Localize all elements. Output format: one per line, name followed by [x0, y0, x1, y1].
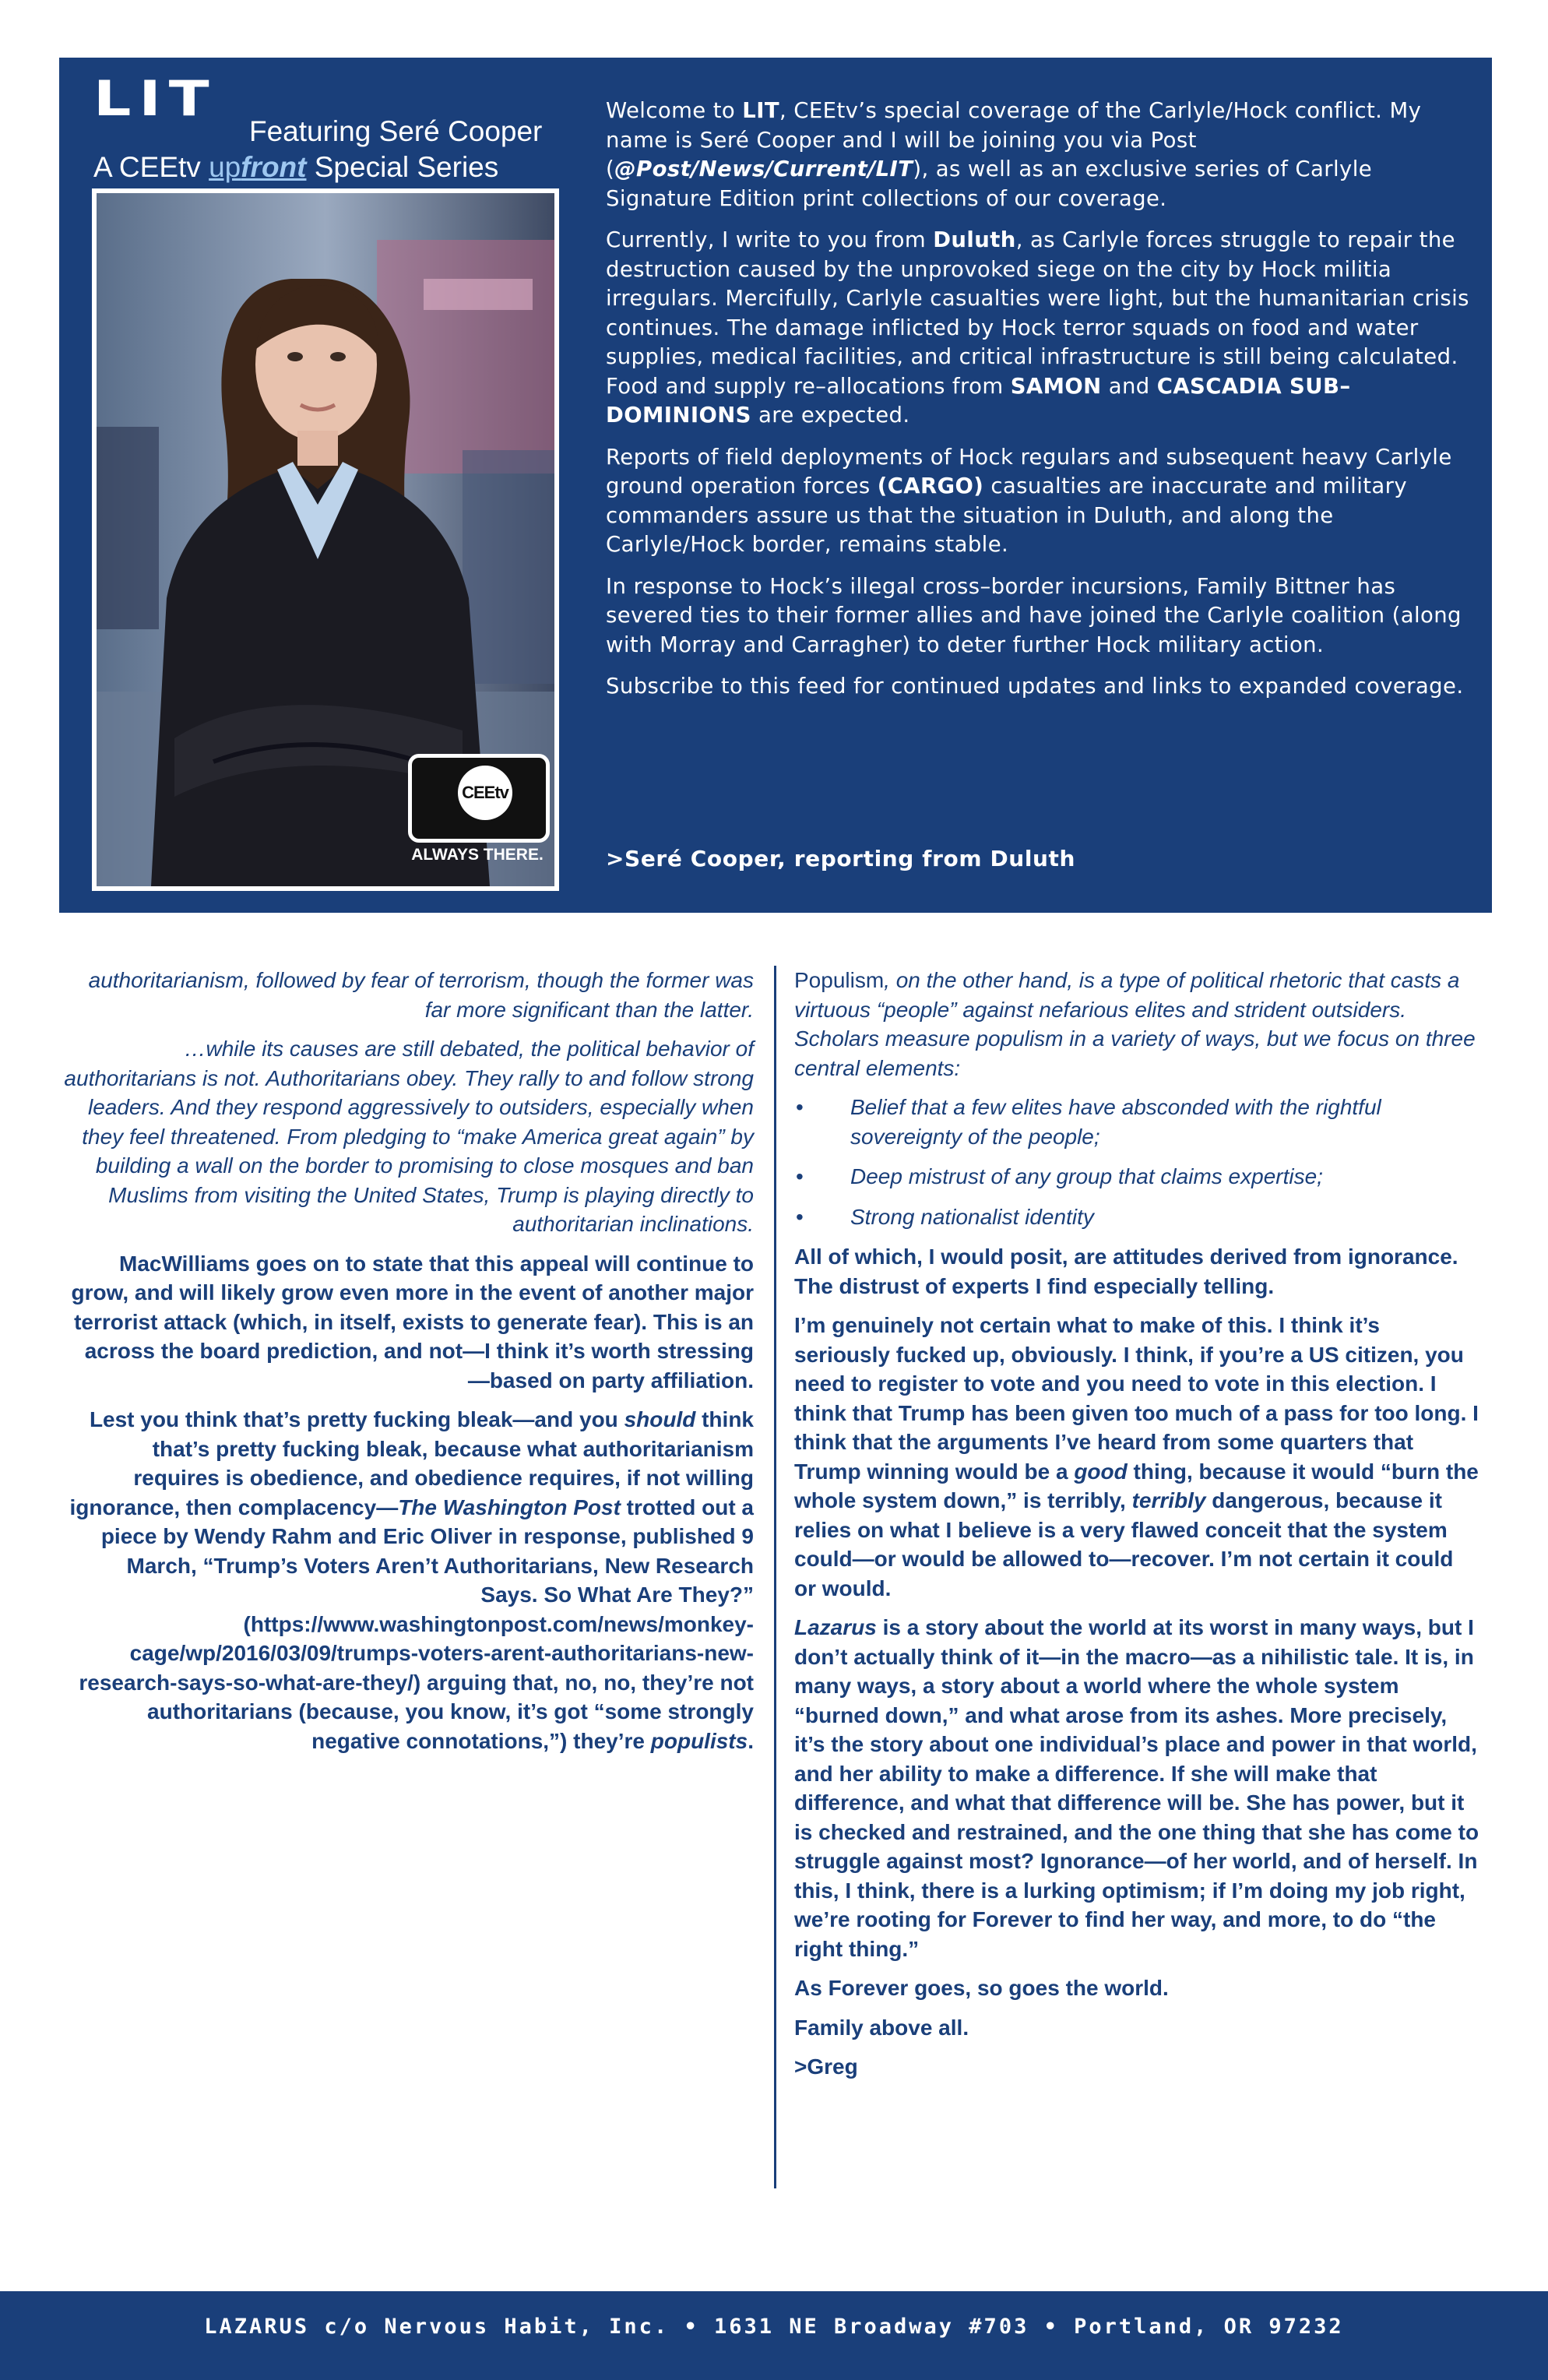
text-run: Populism	[794, 968, 885, 992]
text-run: , as Carlyle forces struggle to repair the destruction caused by the unprovoked siege on the city by Hock militia irregulars. Mercifully, Carlyle casualties were light, but the humanitarian crisis continues. The damage inflicted by Hock terror squads on food and water supplies, medical facilities, and critical infrastructure is still being calculated. Food and supply re–allocations from	[606, 227, 1469, 399]
featuring-line: Featuring Seré Cooper	[249, 115, 543, 147]
text-run-bold: CASCADIA SUB–DOMINIONS	[606, 373, 1351, 428]
intro-paragraph: In response to Hock’s illegal cross–border incursions, Family Bittner has severed ties to their former allies and have joined the Carlyle coalition (along with Morray and Carragher) to deter further Hock military action.	[606, 573, 1462, 657]
series-special: Special Series	[314, 151, 499, 183]
text-run: Lest you think that’s pretty fucking bleak—and you	[89, 1407, 624, 1431]
column-divider	[774, 966, 776, 2188]
text-run-italic: Lazarus	[794, 1615, 877, 1639]
series-up: up	[209, 151, 241, 183]
ceetv-logo-box	[408, 754, 550, 843]
text-run: , CEEtv’s special coverage of the Carlyle/Hock conflict. My name is Seré Cooper and I will be joining you via Post (	[606, 98, 1422, 181]
text-run: trotted out a piece by Wendy Rahm and Eric Oliver in response, published 9 March, “Trump’s Voters Aren’t Authoritarians, New Research Says. So What Are They?” (https://www.washingtonpost.com/news/monkey-cage/wp/2016/03/09/trumps-voters-arent-authoritarians-new-research-says-so-what-are-they/) arguing that, no, no, they’re not authoritarians (because, you know, it’s got “some strongly negative connotations,”) they’re	[79, 1495, 754, 1753]
ceetv-logo-text: CEEtv	[462, 783, 508, 802]
list-item: • Belief that a few elites have absconded with the rightful sovereignty of the people;	[794, 1093, 1479, 1151]
text-run: Reports of field deployments of Hock regulars and subsequent heavy Carlyle ground operation forces	[606, 444, 1452, 498]
reporter-signoff: >Seré Cooper, reporting from Duluth	[606, 846, 1076, 871]
intro-paragraph	[606, 97, 1470, 213]
footer-address: LAZARUS c/o Nervous Habit, Inc. • 1631 NE Broadway #703 • Portland, OR 97232	[204, 2315, 1344, 2339]
text-run: casualties are inaccurate and military commanders assure us that the situation in Duluth, and along the Carlyle/Hock border, remains stable.	[606, 474, 1408, 557]
quote-paragraph: authoritarianism, followed by fear of terrorism, though the former was far more significant than the latter.	[88, 968, 754, 1022]
text-run-bold: SAMON	[1010, 373, 1102, 399]
reporter-photo-frame	[92, 188, 559, 891]
text-run: Welcome to	[606, 98, 743, 123]
quote-paragraph	[794, 966, 1479, 1083]
body-paragraph: As Forever goes, so goes the world.	[794, 1976, 1169, 2000]
body-paragraph: MacWilliams goes on to state that this appeal will continue to grow, and will likely grow even more in the event of another major terrorist attack (which, in itself, exists to generate fear). This is an across the board prediction, and not—I think it’s worth stressing—based on party affiliation.	[71, 1251, 754, 1392]
text-run-italic: should	[624, 1407, 696, 1431]
text-run: is a story about the world at its worst in many ways, but I don’t actually think of it—in the macro—as a nihilistic tale. It is, in many ways, a story about a world where the whole system “burned down,” and what arose from its ashes. More precisely, it’s the story about one individual’s place and power in that world, and her ability to make a difference. If she will make that difference, and what that difference will be. She has power, but it is checked and restrained, and the one thing that she has come to struggle against most? Ignorance—of her world, and of herself. In this, I think, there is a lurking optimism; if I’m doing my job right, we’re rooting for Forever to find her way, and more, to do “the right thing.”	[794, 1615, 1479, 1961]
text-run-italic: terribly	[1131, 1488, 1206, 1512]
body-paragraph	[794, 1311, 1479, 1603]
body-paragraph	[64, 1405, 754, 1755]
post-handle: @Post/News/Current/LIT	[614, 157, 913, 181]
text-run: are expected.	[751, 403, 910, 428]
series-front: front	[241, 151, 307, 183]
series-ceetv: A CEEtv	[93, 151, 201, 183]
series-line	[93, 151, 498, 184]
globe-icon	[458, 766, 512, 820]
quote-paragraph: …while its causes are still debated, the political behavior of authoritarians is not. Authoritarians obey. They rally to and follow strong leaders. And they respond aggressively to outsiders, especially when they feel threatened. From pledging to “make America great again” by building a wall on the border to promising to close mosques and ban Muslims from visiting the United States, Trump is playing directly to authoritarian inclinations.	[64, 1037, 754, 1236]
footer-bar	[0, 2291, 1548, 2380]
lit-logo: LIT	[93, 69, 217, 127]
intro-paragraph	[606, 226, 1470, 431]
text-run-bold: LIT	[742, 98, 780, 123]
list-item: • Deep mistrust of any group that claims expertise;	[794, 1162, 1479, 1192]
masthead	[93, 69, 639, 183]
body-paragraph	[794, 1613, 1479, 1963]
reporter-photo	[97, 193, 554, 886]
body-paragraph: All of which, I would posit, are attitudes derived from ignorance. The distrust of experts I find especially telling.	[794, 1245, 1458, 1298]
text-run: think that’s pretty fucking bleak, because what authoritarianism requires is obedience, and obedience requires, if not willing ignorance, then complacency—	[69, 1407, 754, 1519]
text-run-bold: (CARGO)	[877, 474, 984, 498]
lit-panel	[59, 58, 1492, 913]
text-run-italic: good	[1074, 1459, 1128, 1484]
intro-text	[606, 97, 1470, 714]
text-run-italic: populists	[650, 1728, 748, 1753]
ceetv-tagline: ALWAYS THERE.	[411, 846, 544, 864]
text-run: thing, because it would “burn the whole system down,” is terribly,	[794, 1459, 1479, 1512]
left-column	[64, 966, 754, 1766]
text-run: , on the other hand, is a type of political rhetoric that casts a virtuous “people” against nefarious elites and strident outsiders. Scholars measure populism in a variety of ways, but we focus on three central elements:	[794, 968, 1476, 1080]
text-run: ), as well as an exclusive series of Carlyle Signature Edition print collections of our coverage.	[606, 157, 1373, 211]
right-column	[794, 966, 1479, 2092]
text-run: dangerous, because it relies on what I believe is a very flawed conceit that the system could—or would be allowed to—recover. I’m not certain it could or would.	[794, 1488, 1454, 1600]
text-run: and	[1101, 373, 1157, 399]
text-run-bold: Duluth	[933, 227, 1016, 252]
text-run: I’m genuinely not certain what to make of this. I think it’s seriously fucked up, obviously. I think, if you’re a US citizen, you need to register to vote and you need to vote in this election. I think that Trump has been given too much of a pass for too long. I think that the arguments I’ve heard from some quarters that Trump winning would be a	[794, 1313, 1479, 1484]
text-run: .	[748, 1728, 754, 1753]
list-item: • Strong nationalist identity	[794, 1202, 1479, 1232]
intro-paragraph	[606, 443, 1470, 560]
intro-paragraph: Subscribe to this feed for continued updates and links to expanded coverage.	[606, 674, 1464, 699]
text-run-italic: The Washington Post	[398, 1495, 621, 1519]
ceetv-badge	[403, 754, 551, 871]
body-paragraph: Family above all.	[794, 2015, 969, 2040]
populism-elements-list	[794, 1093, 1479, 1231]
text-run: Currently, I write to you from	[606, 227, 934, 252]
author-signoff: >Greg	[794, 2054, 858, 2079]
